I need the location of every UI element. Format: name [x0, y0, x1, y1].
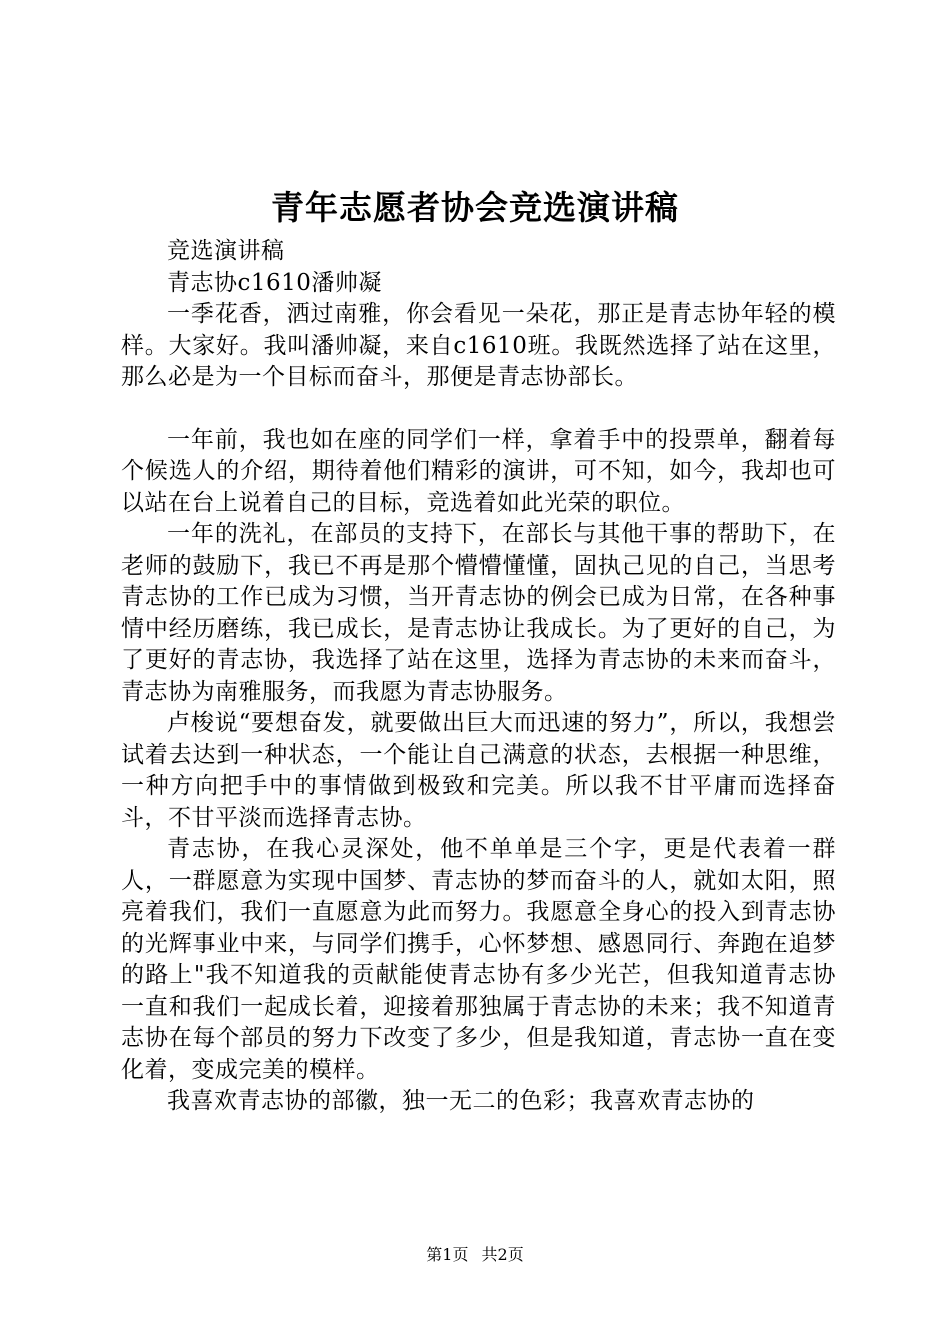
- page-number: 第1页: [426, 1245, 469, 1264]
- paragraph: 一年前，我也如在座的同学们一样，拿着手中的投票单，翻着每个候选人的介绍，期待着他们精彩的演讲，可不知，如今，我却也可以站在台上说着自己的目标，竞选着如此光荣的职位。: [121, 426, 836, 516]
- paragraph-author: 青志协c1610潘帅凝: [167, 269, 382, 296]
- paragraph-subtitle: 竞选演讲稿: [167, 238, 285, 264]
- paragraph: 卢梭说“要想奋发，就要做出巨大而迅速的努力”，所以，我想尝试着去达到一种状态，一个能让自己满意的状态，去根据一种思维，一种方向把手中的事情做到极致和完美。所以我不甘平庸而选择奋斗，不甘平淡而选择青志协。: [121, 710, 836, 831]
- paragraph-intro: 一季花香，洒过南雅，你会看见一朵花，那正是青志协年轻的模样。大家好。我叫潘帅凝，来自c1610班。我既然选择了站在这里，那么必是为一个目标而奋斗，那便是青志协部长。: [121, 301, 836, 390]
- paragraph: 青志协，在我心灵深处，他不单单是三个字，更是代表着一群人，一群愿意为实现中国梦、青志协的梦而奋斗的人，就如太阳，照亮着我们，我们一直愿意为此而努力。我愿意全身心的投入到青志协的光辉事业中来，与同学们携手，心怀梦想、感恩同行、奔跑在追梦的路上"我不知道我的贡献能使青志协有多少光芒，但我知道青志协一直和我们一起成长着，迎接着那独属于青志协的未来；我不知道青志协在每个部员的努力下改变了多少，但是我知道，青志协一直在变化着，变成完美的模样。: [121, 836, 836, 1083]
- document-body: [121, 236, 836, 1118]
- document-title: 青年志愿者协会竞选演讲稿: [271, 188, 679, 227]
- page-footer: [0, 1245, 950, 1265]
- paragraph: 我喜欢青志协的部徽，独一无二的色彩；我喜欢青志协的: [167, 1088, 755, 1114]
- paragraph: 一年的洗礼，在部员的支持下，在部长与其他干事的帮助下，在老师的鼓励下，我已不再是那个懵懵懂懂，固执己见的自己，当思考青志协的工作已成为习惯，当开青志协的例会已成为日常，在各种事情中经历磨练，我已成长，是青志协让我成长。为了更好的自己，为了更好的青志协，我选择了站在这里，选择为青志协的未来而奋斗，青志协为南雅服务，而我愿为青志协服务。: [121, 521, 836, 705]
- page-total: 共2页: [481, 1245, 524, 1264]
